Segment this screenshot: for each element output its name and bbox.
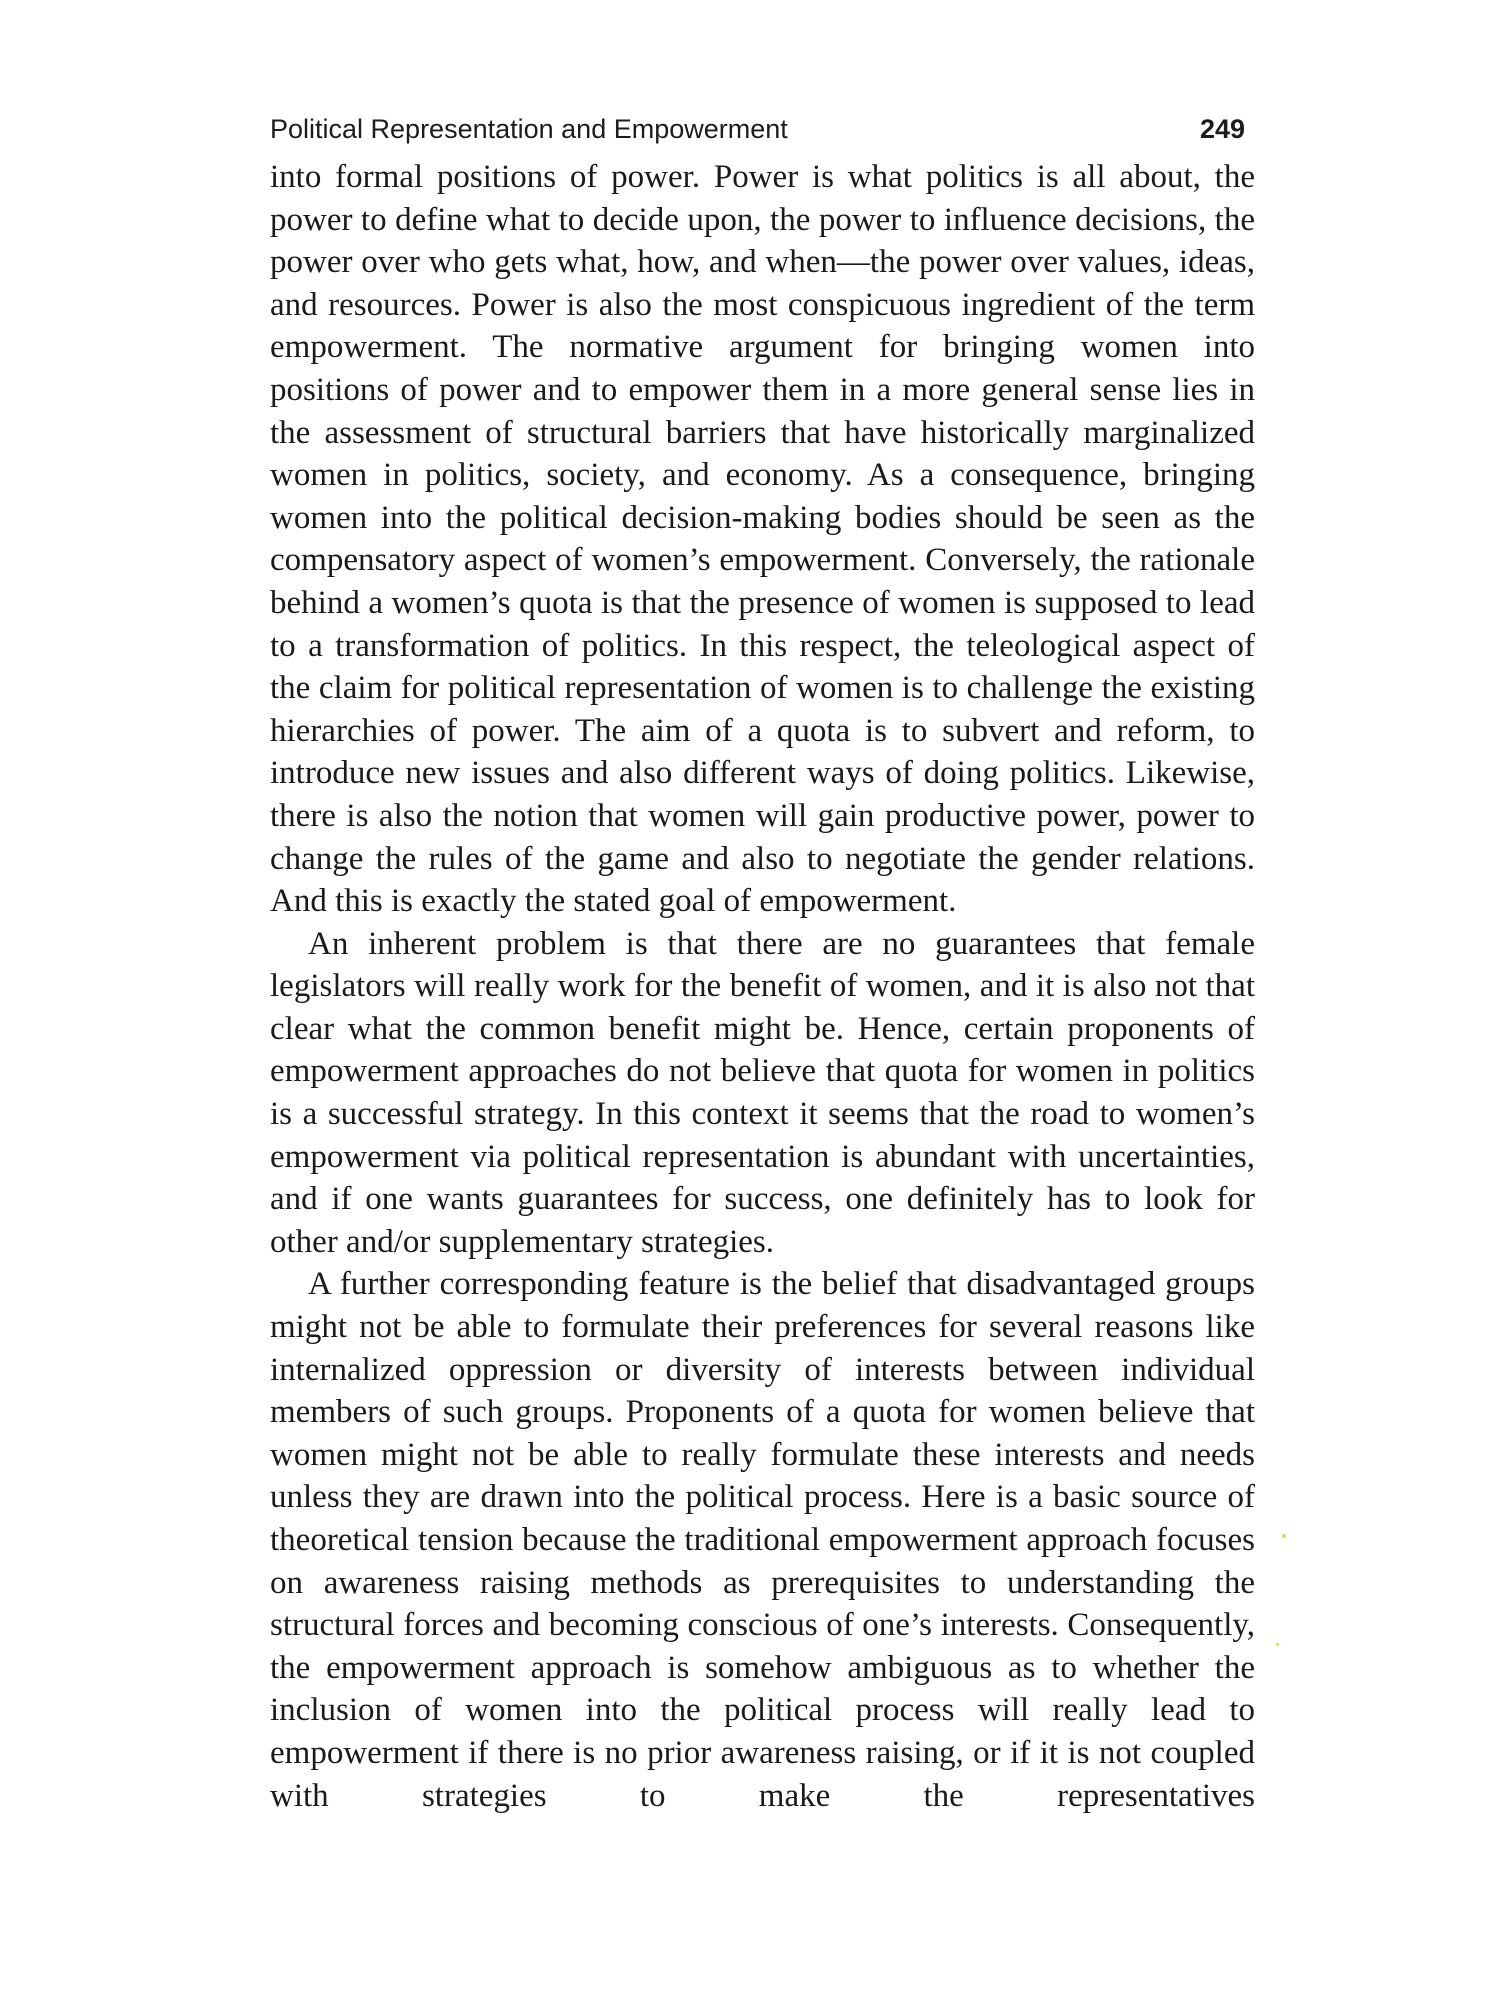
running-head-title: Political Representation and Empowerment (270, 114, 788, 144)
body-text (270, 156, 1255, 1817)
running-head (270, 112, 1255, 152)
book-page (270, 112, 1255, 1817)
page-number: 249 (1199, 114, 1245, 144)
scan-speck (1282, 1534, 1286, 1538)
paragraph-continuation: into formal positions of power. Power is what politics is all about, the power to define what to decide upon, the power to influence decisions, the power over who gets what, how, and when—the power over values, ideas, and resources. Power is also the most conspicuous ingredient of the term empowerment. The normative argument for bringing women into positions of power and to empower them in a more general sense lies in the assessment of structural barriers that have historically marginalized women in politics, society, and economy. As a consequence, bringing women into the political decision-making bodies should be seen as the compensatory aspect of women’s empowerment. Conversely, the rationale behind a women’s quota is that the presence of women is supposed to lead to a transformation of politics. In this respect, the teleological aspect of the claim for political representation of women is to challenge the existing hierarchies of power. The aim of a quota is to subvert and reform, to introduce new issues and also different ways of doing politics. Likewise, there is also the notion that women will gain productive power, power to change the rules of the game and also to negotiate the gender relations. And this is exactly the stated goal of empowerment. (270, 159, 1255, 920)
paragraph-inherent-problem: An inherent problem is that there are no guarantees that female legislators will really work for the benefit of women, and it is also not that clear what the common benefit might be. Hence, certain proponents of empowerment approaches do not believe that quota for women in politics is a successful strategy. In this context it seems that the road to women’s empowerment via political representation is abundant with uncertainties, and if one wants guarantees for success, one definitely has to look for other and/or supplementary strategies. (270, 925, 1255, 1260)
scan-speck (1276, 1643, 1279, 1646)
paragraph-further-feature: A further corresponding feature is the belief that disadvantaged groups might not be able to formulate their preferences for several reasons like internalized oppression or diversity of interests between individual members of such groups. Proponents of a quota for women believe that women might not be able to really formulate these interests and needs unless they are drawn into the political process. Here is a basic source of theoretical tension because the traditional empowerment approach focuses on awareness raising methods as prerequisites to understanding the structural forces and becoming conscious of one’s interests. Consequently, the empowerment approach is somehow ambiguous as to whether the inclusion of women into the political process will really lead to empowerment if there is no prior awareness raising, or if it is not coupled with strategies to make the representatives (270, 1266, 1255, 1814)
